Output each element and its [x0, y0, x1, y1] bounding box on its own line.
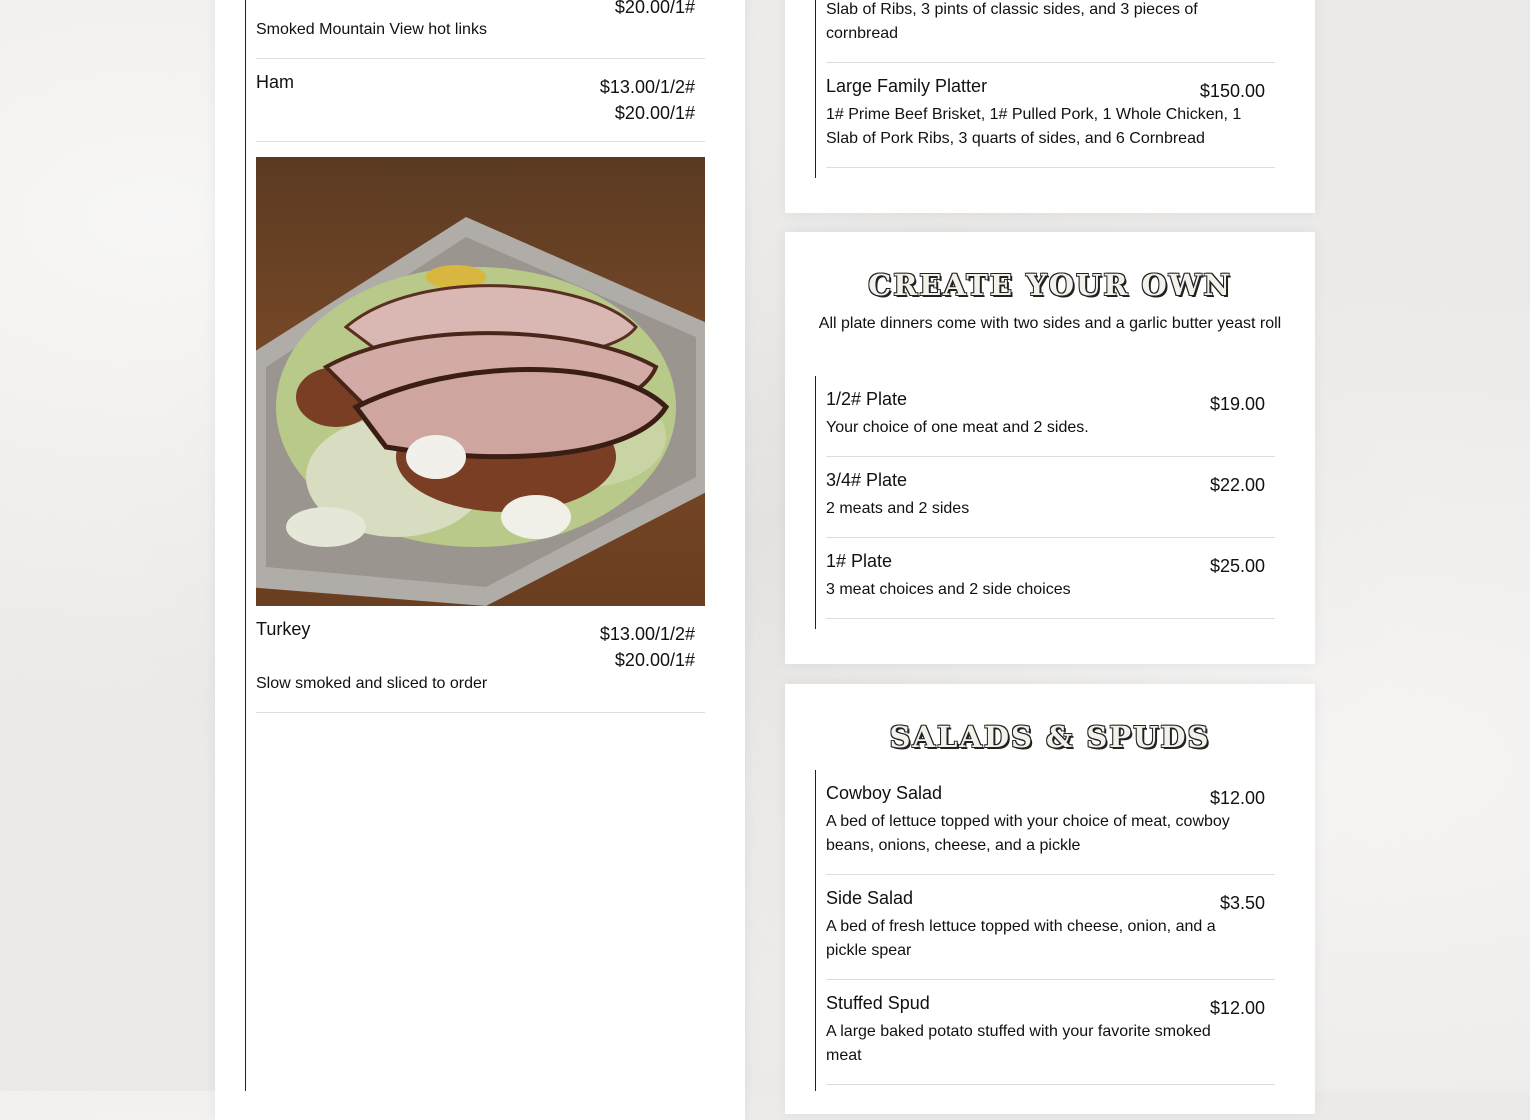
- menu-item-description: A bed of fresh lettuce topped with cheese, onion, and a pickle spear: [826, 918, 1216, 959]
- separator: [826, 456, 1275, 457]
- turkey-photo: [256, 157, 705, 606]
- menu-item-name: Stuffed Spud: [826, 993, 930, 1013]
- menu-item-ham: [256, 72, 705, 142]
- menu-item-price: $20.00/1#: [614, 0, 695, 17]
- menu-item-name: 3/4# Plate: [826, 470, 908, 490]
- separator: [256, 141, 705, 142]
- section-rule-salads: [815, 770, 816, 1091]
- menu-item-description: A large baked potato stuffed with your favorite smoked meat: [826, 1023, 1211, 1064]
- menu-item-half-pound-plate: [826, 389, 1275, 457]
- menu-item-price: $22.00: [1209, 475, 1265, 495]
- separator: [826, 979, 1275, 980]
- menu-item-price: $13.00/1/2# $20.00/1#: [599, 77, 695, 123]
- menu-item-name: Turkey: [256, 619, 311, 639]
- menu-item-large-family-platter: [826, 76, 1275, 168]
- menu-item-description: Slab of Ribs, 3 pints of classic sides, and 3 pieces of cornbread: [826, 1, 1198, 42]
- menu-item-price: $150.00: [1199, 81, 1265, 101]
- menu-item-description: 3 meat choices and 2 side choices: [826, 581, 1071, 598]
- menu-item-name: 1# Plate: [826, 551, 893, 571]
- menu-item-description: A bed of lettuce topped with your choice of meat, cowboy beans, onions, cheese, and a pickle: [826, 813, 1230, 854]
- menu-item-price: $19.00: [1209, 394, 1265, 414]
- menu-item-cowboy-salad: [826, 783, 1275, 875]
- menu-item-price: $25.00: [1209, 556, 1265, 576]
- menu-item-turkey: [256, 619, 705, 714]
- menu-item-family-ribs: [826, 0, 1275, 63]
- separator: [256, 58, 705, 59]
- menu-item-description: Your choice of one meat and 2 sides.: [826, 419, 1089, 436]
- separator: [256, 712, 705, 713]
- menu-item-name: Large Family Platter: [826, 76, 988, 96]
- menu-item-description: 2 meats and 2 sides: [826, 500, 970, 517]
- section-title: CREATE YOUR OWN: [868, 268, 1232, 302]
- menu-item-name: Cowboy Salad: [826, 783, 943, 803]
- menu-item-hot-links: [256, 0, 705, 59]
- menu-item-stuffed-spud: [826, 993, 1275, 1087]
- menu-item-description: Slow smoked and sliced to order: [256, 675, 488, 692]
- separator: [826, 874, 1275, 875]
- turkey-salad-image: [256, 157, 705, 606]
- menu-item-name: Ham: [256, 72, 295, 92]
- separator: [826, 62, 1275, 63]
- menu-item-description: 1# Prime Beef Brisket, 1# Pulled Pork, 1 Whole Chicken, 1 Slab of Pork Ribs, 3 quarts of sides, and 6 Cornbread: [826, 106, 1242, 147]
- menu-item-price: $3.50: [1219, 893, 1265, 913]
- separator: [826, 1084, 1275, 1085]
- section-subtitle: All plate dinners come with two sides and a garlic butter yeast roll: [818, 315, 1282, 332]
- menu-item-name: 1/2# Plate: [826, 389, 908, 409]
- menu-item-price: $12.00: [1209, 998, 1265, 1018]
- menu-item-three-quarter-plate: [826, 470, 1275, 538]
- separator: [826, 537, 1275, 538]
- menu-item-side-salad: [826, 888, 1275, 980]
- menu-item-description: Smoked Mountain View hot links: [256, 21, 487, 38]
- menu-item-one-pound-plate: [826, 551, 1275, 619]
- section-rule-create: [815, 376, 816, 629]
- section-rule-family: [815, 0, 816, 178]
- separator: [826, 167, 1275, 168]
- menu-item-name: Side Salad: [826, 888, 914, 908]
- separator: [826, 618, 1275, 619]
- section-rule-left: [245, 0, 246, 1091]
- menu-item-price: $12.00: [1209, 788, 1265, 808]
- section-title: SALADS & SPUDS: [889, 720, 1211, 754]
- menu-item-price: $13.00/1/2# $20.00/1#: [599, 624, 695, 670]
